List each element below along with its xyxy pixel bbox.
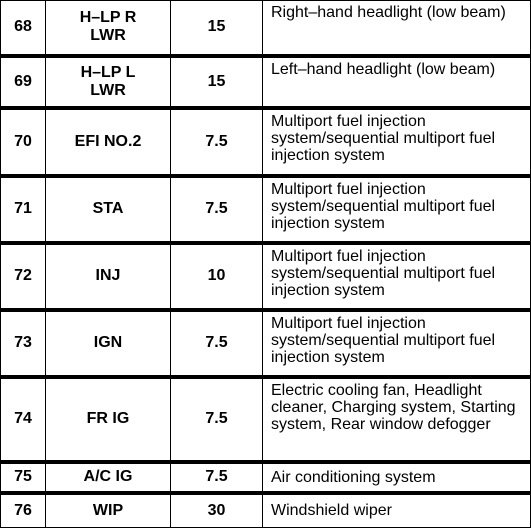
table-row <box>1 108 531 176</box>
fuse-amperage: 15 <box>171 1 263 56</box>
fuse-amperage: 7.5 <box>171 462 263 493</box>
fuse-number: 68 <box>1 1 46 56</box>
fuse-name-line: LWR <box>90 27 126 45</box>
fuse-name-line: LWR <box>90 81 126 99</box>
fuse-number: 76 <box>1 493 46 528</box>
fuse-name-line: INJ <box>95 267 121 284</box>
fuse-name <box>46 462 171 493</box>
fuse-number: 69 <box>1 56 46 108</box>
fuse-number: 74 <box>1 377 46 462</box>
fuse-name <box>46 493 171 528</box>
table-row <box>1 1 531 56</box>
fuse-name-line: EFI NO.2 <box>74 132 142 150</box>
table-row <box>1 310 531 377</box>
fuse-circuit-description: Electric cooling fan, Headlight cleaner, Charging system, Starting system, Rear window defogger <box>263 377 531 462</box>
fuse-amperage: 7.5 <box>171 108 263 176</box>
fuse-name-line: IGN <box>93 334 123 351</box>
fuse-circuit-description: Multiport fuel injection system/sequential multiport fuel injection system <box>263 310 531 377</box>
fuse-circuit-description: Windshield wiper <box>263 493 531 528</box>
fuse-circuit-description: Multiport fuel injection system/sequential multiport fuel injection system <box>263 108 531 176</box>
fuse-name <box>46 243 171 310</box>
table-row <box>1 56 531 108</box>
fuse-circuit-description: Multiport fuel injection system/sequential multiport fuel injection system <box>263 176 531 243</box>
table-row <box>1 176 531 243</box>
fuse-number: 72 <box>1 243 46 310</box>
fuse-number: 75 <box>1 462 46 493</box>
fuse-name <box>46 377 171 462</box>
table-row <box>1 243 531 310</box>
fuse-amperage: 7.5 <box>171 176 263 243</box>
fuse-name-line: STA <box>92 200 124 217</box>
fuse-amperage: 7.5 <box>171 377 263 462</box>
fuse-name <box>46 176 171 243</box>
fuse-name <box>46 310 171 377</box>
fuse-name-line: FR IG <box>86 410 130 427</box>
fuse-amperage: 15 <box>171 56 263 108</box>
table-row <box>1 462 531 493</box>
fuse-circuit-description: Multiport fuel injection system/sequential multiport fuel injection system <box>263 243 531 310</box>
fuse-name <box>46 56 171 108</box>
fuse-number: 71 <box>1 176 46 243</box>
table-row <box>1 493 531 528</box>
fuse-name <box>46 1 171 56</box>
fuse-name-line: H–LP R <box>79 9 137 27</box>
fuse-number: 73 <box>1 310 46 377</box>
fuse-number: 70 <box>1 108 46 176</box>
fuse-circuit-description: Air conditioning system <box>263 462 531 493</box>
fuse-circuit-description: Right–hand headlight (low beam) <box>263 1 531 56</box>
fuse-amperage: 10 <box>171 243 263 310</box>
fuse-name <box>46 108 171 176</box>
fuse-name-line: WIP <box>92 501 124 519</box>
fuse-circuit-description: Left–hand headlight (low beam) <box>263 56 531 108</box>
table-row <box>1 377 531 462</box>
fuse-amperage: 30 <box>171 493 263 528</box>
fuse-name-line: H–LP L <box>80 63 136 81</box>
fuse-amperage: 7.5 <box>171 310 263 377</box>
fuse-name-line: A/C IG <box>83 468 133 485</box>
